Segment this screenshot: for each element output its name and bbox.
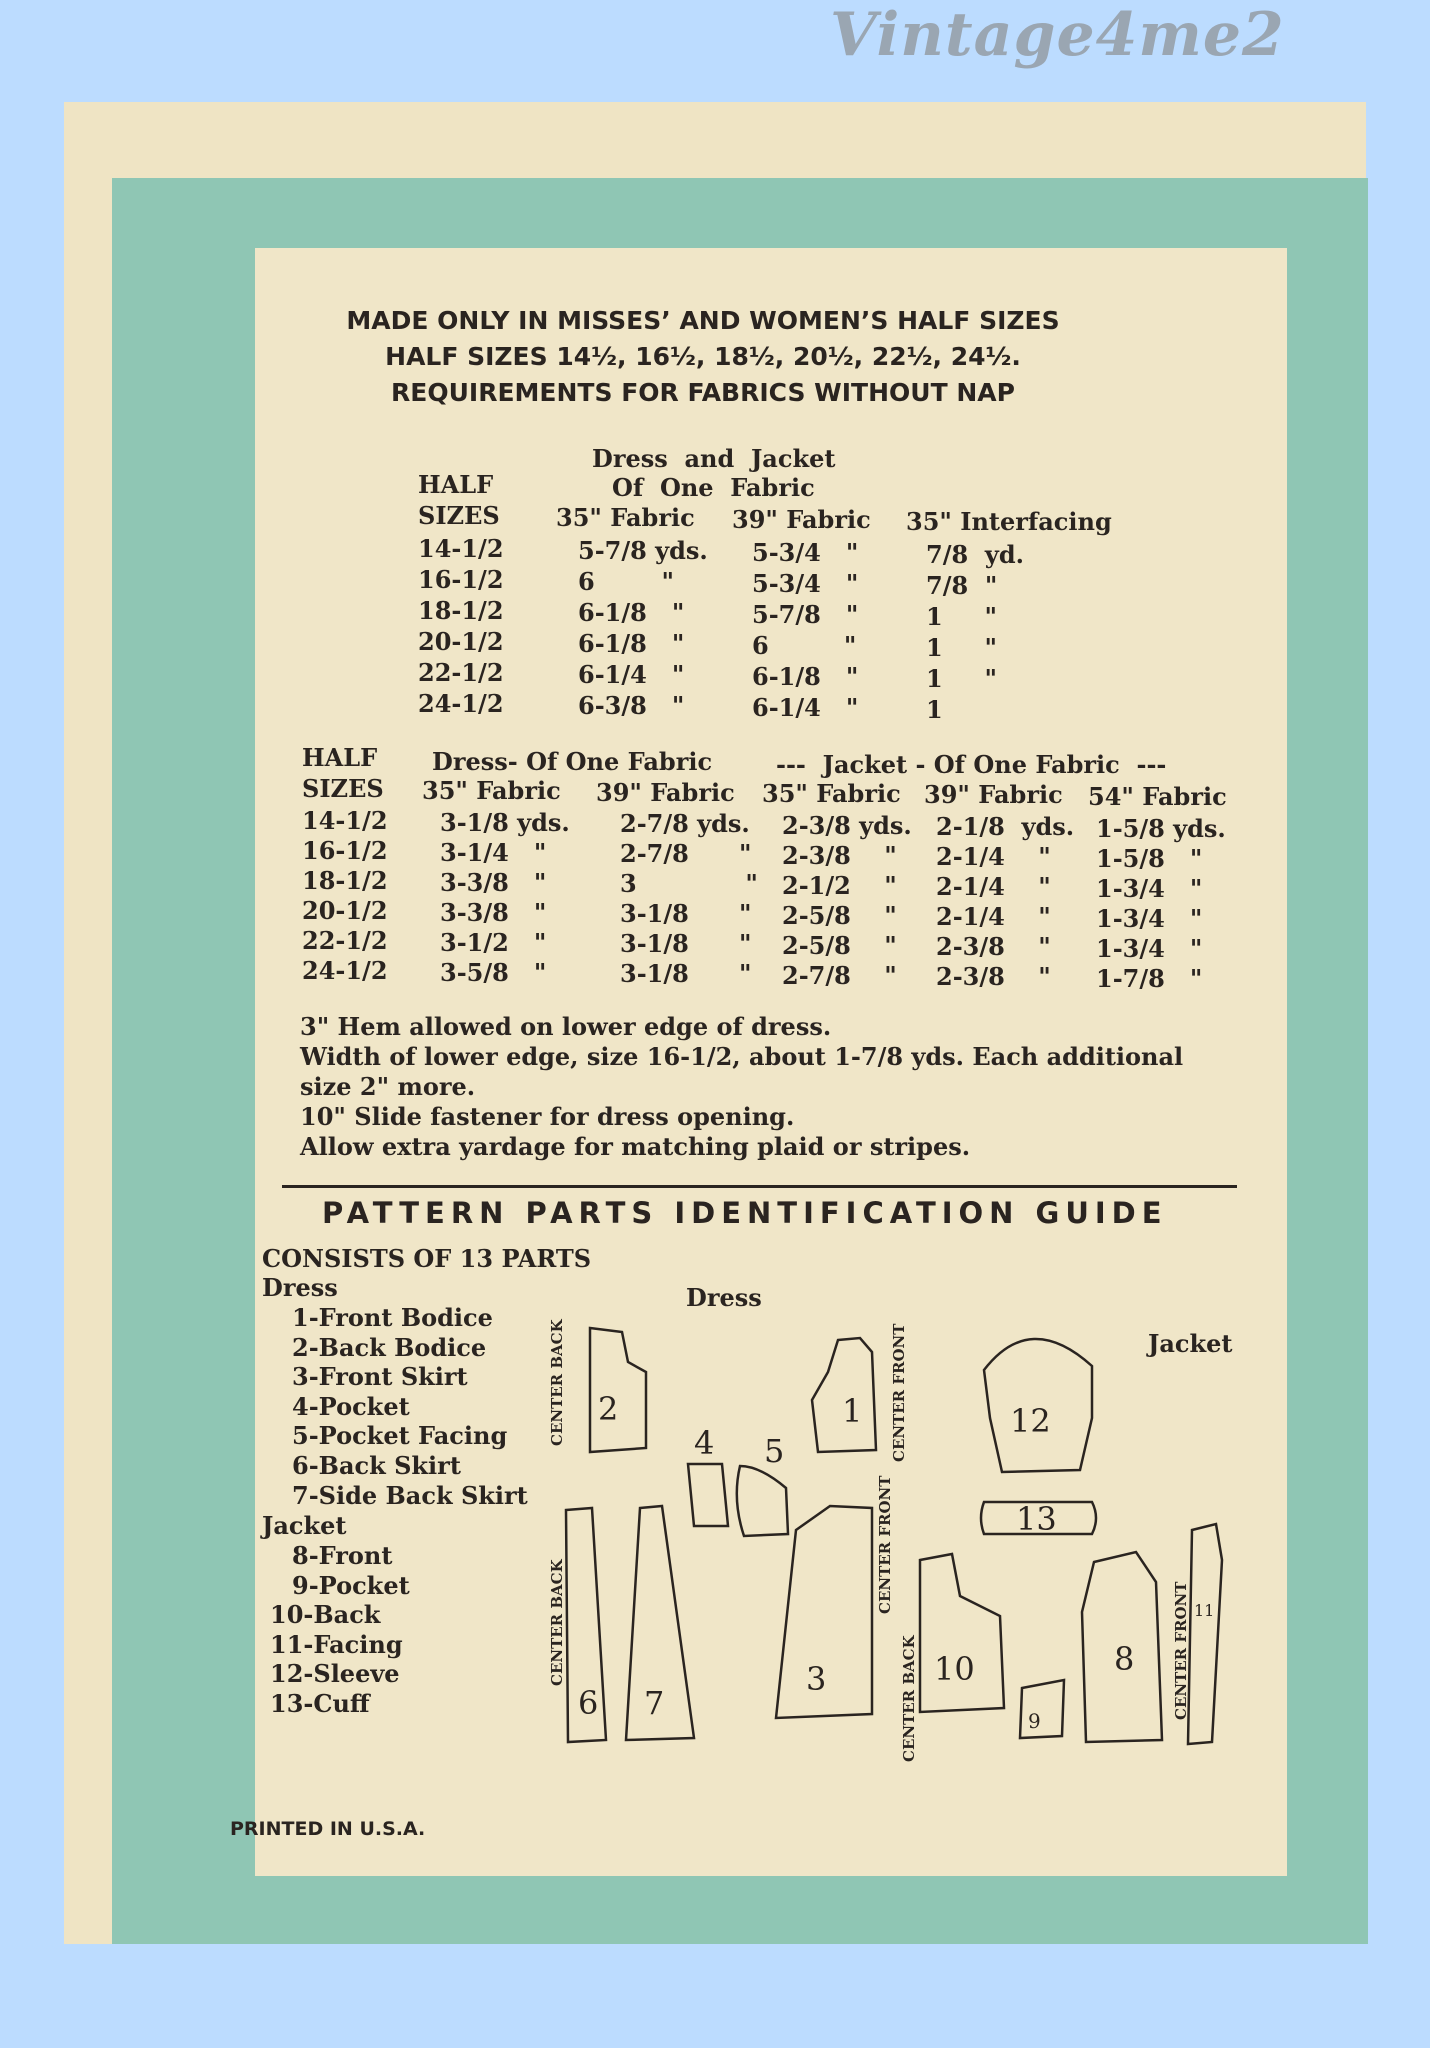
t1-cell: 6-1/4 ": [578, 660, 685, 689]
jacket-part-item: 8-Front: [292, 1541, 393, 1570]
note-line: 10" Slide fastener for dress opening.: [300, 1102, 795, 1131]
jacket-part-item: 12-Sleeve: [270, 1659, 400, 1689]
t2-cell: 1-3/4 ": [1096, 873, 1203, 903]
t1-cell: 6 ": [578, 567, 675, 596]
t2-cell: 1-3/4 ": [1096, 903, 1203, 933]
t2-cell: 2-3/8 ": [936, 962, 1051, 991]
t2-col-sizes: SIZES: [302, 774, 384, 803]
t1-cell: 5-3/4 ": [752, 569, 859, 598]
t2-jacket-heading: --- Jacket - Of One Fabric ---: [776, 750, 1167, 779]
t2-cell: 18-1/2: [302, 866, 388, 895]
piece-number-8: 8: [1114, 1640, 1135, 1678]
t1-group-heading-2: Of One Fabric: [612, 473, 815, 502]
t2-cell: 2-3/8 ": [782, 840, 897, 870]
t1-col-sizes: SIZES: [418, 501, 500, 530]
t1-cell: 6-1/8 ": [578, 598, 685, 627]
t2-cell: 2-1/4 ": [936, 842, 1051, 871]
jacket-part-item: 11-Facing: [270, 1629, 403, 1659]
t1-cell: 5-3/4 ": [752, 538, 859, 567]
t1-cell: 22-1/2: [418, 658, 504, 687]
piece-number-3: 3: [806, 1660, 827, 1698]
t1-cell: 6 ": [752, 631, 857, 660]
header-line-3: REQUIREMENTS FOR FABRICS WITHOUT NAP: [391, 378, 1015, 407]
t2-cell: 1-3/4 ": [1096, 933, 1203, 963]
piece-number-4: 4: [694, 1424, 715, 1462]
center-front-label-3: CENTER FRONT: [876, 1475, 894, 1614]
t1-cell: 20-1/2: [418, 627, 504, 656]
t2-cell: 2-7/8 ": [620, 839, 752, 868]
t1-cell: 1 ": [926, 633, 997, 662]
jacket-heading: Jacket: [262, 1511, 347, 1540]
piece-number-2: 2: [598, 1390, 619, 1428]
t2-cell: 2-7/8 yds.: [620, 809, 750, 838]
watermark: Vintage4me2: [830, 0, 1285, 70]
diagram-dress-label: Dress: [686, 1283, 762, 1312]
jacket-part-item: 13-Cuff: [270, 1689, 370, 1718]
piece-number-7: 7: [644, 1684, 665, 1722]
dress-part-item: 7-Side Back Skirt: [292, 1480, 528, 1510]
piece-number-6: 6: [578, 1684, 599, 1722]
t2-cell: 3-3/8 ": [440, 867, 547, 897]
t1-cell: 18-1/2: [418, 596, 504, 625]
t1-col-interfacing: 35" Interfacing: [906, 507, 1112, 536]
t2-cell: 1-5/8 ": [1096, 843, 1203, 873]
t2-col-j39: 39" Fabric: [924, 780, 1063, 809]
header-line-2: HALF SIZES 14½, 16½, 18½, 20½, 22½, 24½.: [385, 342, 1021, 371]
t2-cell: 2-1/4 ": [936, 872, 1051, 901]
printed-in-usa: PRINTED IN U.S.A.: [230, 1818, 426, 1840]
t2-cell: 2-1/4 ": [936, 902, 1051, 931]
t2-cell: 3-3/8 ": [440, 897, 547, 927]
t1-cell: 1 ": [926, 664, 997, 693]
dress-part-item: 6-Back Skirt: [292, 1451, 461, 1480]
piece-number-5: 5: [764, 1432, 785, 1470]
t2-cell: 3-1/4 ": [440, 837, 547, 867]
piece-number-11: 11: [1194, 1601, 1215, 1620]
center-back-label-6: CENTER BACK: [548, 1559, 566, 1686]
t2-col-j35: 35" Fabric: [762, 779, 901, 808]
t2-cell: 1-7/8 ": [1096, 963, 1203, 993]
t2-cell: 3-5/8 ": [440, 957, 547, 987]
dress-part-item: 3-Front Skirt: [292, 1362, 468, 1392]
piece-number-13: 13: [1016, 1500, 1057, 1538]
t1-col-39: 39" Fabric: [732, 505, 871, 534]
jacket-part-item: 9-Pocket: [292, 1570, 410, 1600]
guide-title: PATTERN PARTS IDENTIFICATION GUIDE: [322, 1196, 1168, 1230]
piece-number-10: 10: [934, 1650, 975, 1688]
note-line: size 2" more.: [300, 1072, 476, 1101]
dress-part-item: 1-Front Bodice: [292, 1303, 493, 1332]
t1-cell: 6-3/8 ": [578, 691, 685, 720]
t2-cell: 3 ": [620, 869, 758, 898]
t1-cell: 14-1/2: [418, 534, 504, 563]
t2-cell: 3-1/2 ": [440, 927, 547, 957]
t2-cell: 3-1/8 ": [620, 899, 752, 928]
t1-cell: 1: [926, 695, 943, 724]
t1-cell: 5-7/8 ": [752, 600, 859, 629]
t1-col-half: HALF: [418, 470, 494, 499]
t2-cell: 3-1/8 ": [620, 959, 752, 988]
t1-col-35: 35" Fabric: [556, 503, 695, 532]
dress-part-item: 4-Pocket: [292, 1391, 410, 1421]
t2-cell: 24-1/2: [302, 956, 388, 985]
t1-group-heading-1: Dress and Jacket: [592, 444, 836, 473]
note-line: 3" Hem allowed on lower edge of dress.: [300, 1012, 832, 1041]
t2-cell: 16-1/2: [302, 836, 388, 865]
t2-col-d35: 35" Fabric: [422, 776, 561, 805]
t2-cell: 2-1/2 ": [782, 870, 897, 900]
consists-label: CONSISTS OF 13 PARTS: [262, 1244, 592, 1273]
t1-cell: 6-1/4 ": [752, 693, 859, 722]
piece-number-1: 1: [842, 1392, 863, 1430]
center-back-label-2: CENTER BACK: [548, 1319, 566, 1446]
note-line: Allow extra yardage for matching plaid or stripes.: [300, 1132, 971, 1161]
center-front-label-8: CENTER FRONT: [1172, 1581, 1190, 1720]
dress-part-item: 5-Pocket Facing: [292, 1421, 508, 1451]
t1-cell: 6-1/8 ": [752, 662, 859, 691]
note-line: Width of lower edge, size 16-1/2, about 1-7/8 yds. Each additional: [300, 1042, 1184, 1071]
piece-number-12: 12: [1010, 1402, 1051, 1440]
t1-cell: 16-1/2: [418, 565, 504, 594]
t2-cell: 1-5/8 yds.: [1096, 813, 1226, 843]
t2-cell: 2-5/8 ": [782, 930, 897, 960]
t1-cell: 5-7/8 yds.: [578, 536, 708, 565]
t1-cell: 1 ": [926, 602, 997, 631]
t2-cell: 2-1/8 yds.: [936, 812, 1075, 841]
t2-cell: 3-1/8 yds.: [440, 807, 570, 837]
t2-cell: 22-1/2: [302, 926, 388, 955]
diagram-jacket-label: Jacket: [1148, 1329, 1233, 1358]
t2-cell: 14-1/2: [302, 806, 388, 835]
t1-cell: 24-1/2: [418, 689, 504, 718]
t1-cell: 7/8 ": [926, 571, 998, 600]
t2-col-j54: 54" Fabric: [1088, 782, 1227, 811]
t2-col-half: HALF: [302, 743, 378, 772]
t2-col-d39: 39" Fabric: [596, 778, 735, 807]
header-line-1: MADE ONLY IN MISSES’ AND WOMEN’S HALF SIZES: [346, 306, 1060, 335]
t2-dress-heading: Dress- Of One Fabric: [432, 747, 713, 776]
t2-cell: 3-1/8 ": [620, 929, 752, 958]
jacket-part-item: 10-Back: [270, 1600, 381, 1630]
center-front-label-1: CENTER FRONT: [890, 1323, 908, 1462]
t2-cell: 20-1/2: [302, 896, 388, 925]
dress-heading: Dress: [262, 1273, 338, 1302]
t2-cell: 2-3/8 ": [936, 932, 1051, 961]
center-back-label-10: CENTER BACK: [900, 1635, 918, 1762]
t2-cell: 2-3/8 yds.: [782, 810, 912, 840]
piece-number-9: 9: [1028, 1709, 1041, 1733]
dress-part-item: 2-Back Bodice: [292, 1332, 487, 1362]
t1-cell: 7/8 yd.: [926, 540, 1024, 569]
t2-cell: 2-5/8 ": [782, 900, 897, 930]
t1-cell: 6-1/8 ": [578, 629, 685, 658]
t2-cell: 2-7/8 ": [782, 960, 897, 990]
